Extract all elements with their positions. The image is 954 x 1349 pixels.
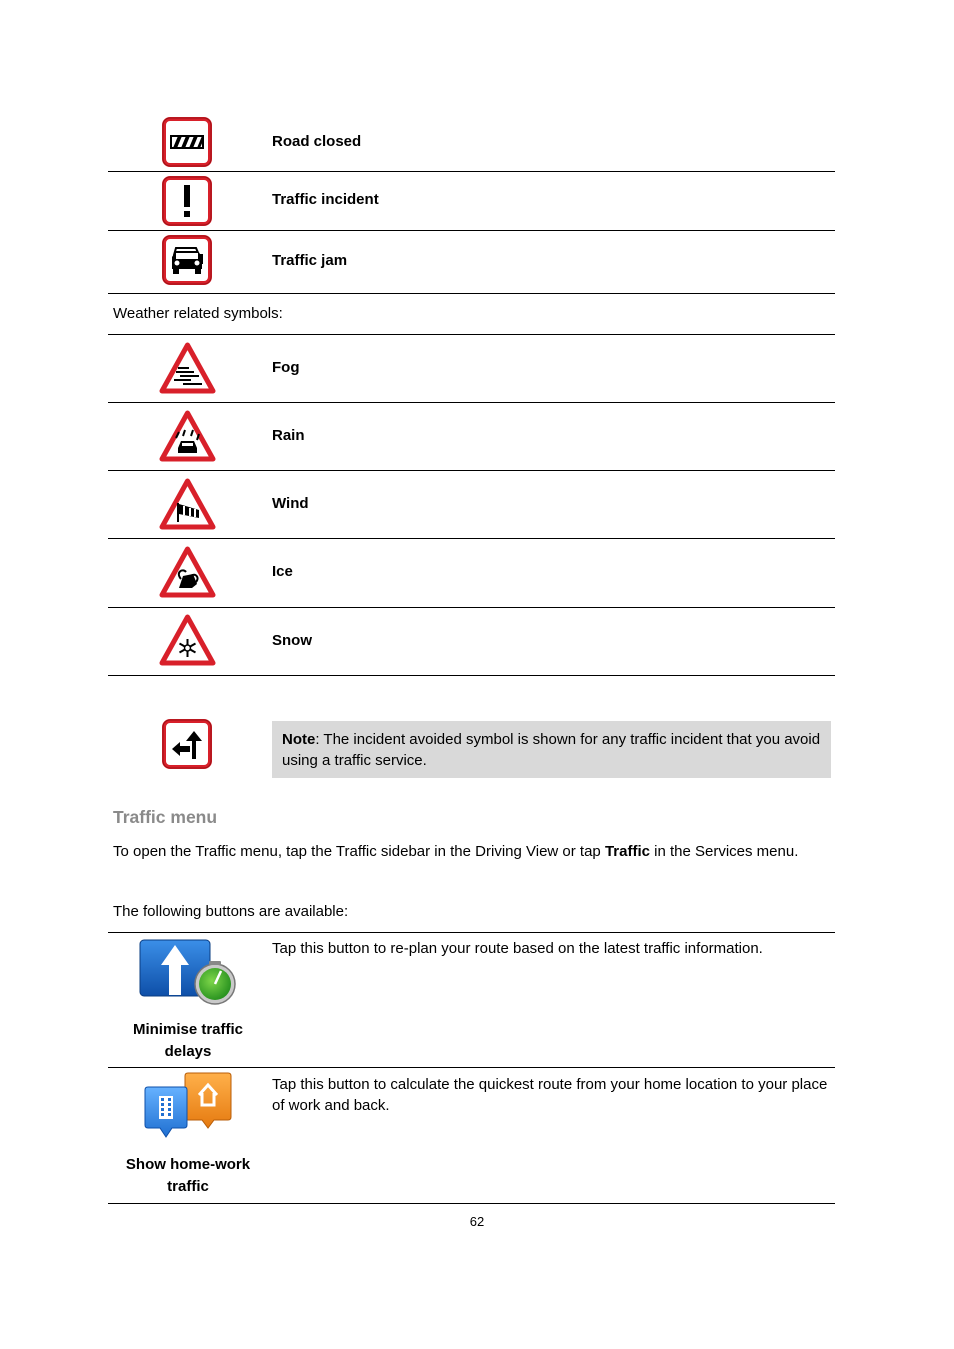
symbol-label-fog: Fog	[272, 359, 300, 376]
weather-heading: Weather related symbols:	[113, 305, 283, 322]
divider	[108, 230, 835, 231]
page-number: 62	[469, 1214, 485, 1229]
intro-text-end: in the Services menu.	[649, 843, 799, 860]
button-label-minimise-delays: Minimise traffic delays	[132, 1021, 244, 1060]
divider	[108, 932, 835, 933]
rain-icon	[159, 410, 216, 467]
intro-text: To open the Traffic menu, tap the Traffic sidebar in the Driving View or tap	[113, 843, 605, 860]
incident-avoided-icon	[162, 719, 212, 774]
divider	[108, 1203, 835, 1204]
traffic-incident-icon	[162, 176, 212, 231]
symbol-label-rain: Rain	[272, 427, 305, 444]
divider	[108, 675, 835, 676]
symbol-label-road-closed: Road closed	[272, 133, 362, 150]
divider	[108, 402, 835, 403]
symbol-label-traffic-incident: Traffic incident	[272, 191, 379, 208]
note-label: Note	[282, 731, 316, 748]
button-label-home-work: Show home-work traffic	[125, 1156, 251, 1195]
intro-paragraph	[113, 841, 835, 862]
divider	[108, 293, 835, 294]
divider	[108, 334, 835, 335]
minimise-delays-icon	[137, 937, 239, 1014]
home-work-icon	[142, 1071, 234, 1150]
divider	[108, 470, 835, 471]
section-title: Traffic menu	[113, 807, 218, 827]
snow-icon	[159, 614, 216, 671]
symbol-label-snow: Snow	[272, 632, 312, 649]
button-description-minimise-delays: Tap this button to re-plan your route based on the latest traffic information.	[272, 940, 763, 957]
button-description-home-work: Tap this button to calculate the quickest route from your home location to your place of work and back.	[272, 1076, 828, 1114]
ice-icon	[159, 546, 216, 603]
fog-icon	[159, 342, 216, 399]
wind-icon	[159, 478, 216, 535]
traffic-jam-icon	[162, 235, 212, 290]
symbol-label-ice: Ice	[272, 563, 293, 580]
divider	[108, 538, 835, 539]
road-closed-icon	[162, 117, 212, 172]
divider	[108, 171, 835, 172]
buttons-intro: The following buttons are available:	[113, 903, 349, 920]
symbol-label-wind: Wind	[272, 495, 309, 512]
divider	[108, 607, 835, 608]
intro-bold: Traffic	[604, 843, 650, 860]
symbol-label-traffic-jam: Traffic jam	[272, 252, 348, 269]
note-box	[272, 721, 831, 778]
divider	[108, 1067, 835, 1068]
note-text: : The incident avoided symbol is shown for any traffic incident that you avoid using a traffic service.	[282, 731, 821, 769]
